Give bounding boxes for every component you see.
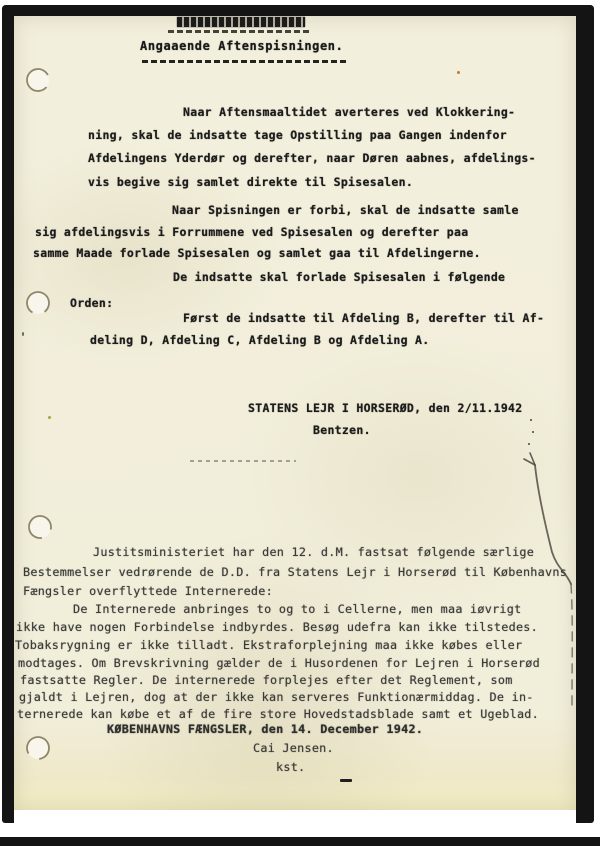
typewritten-line: samme Maade forlade Spisesalen og samlet gaa til Afdelingerne.: [33, 246, 481, 260]
dashed-rule: [168, 30, 310, 33]
heading-underline: [142, 60, 346, 63]
hole-punch: [23, 733, 53, 763]
signature-title: kst.: [276, 760, 306, 774]
typewritten-line: Orden:: [70, 296, 114, 310]
signature-place-date: STATENS LEJR I HORSERØD, den 2/11.1942: [248, 401, 523, 415]
paper-speck: [22, 332, 24, 336]
paper-speck: [457, 71, 460, 74]
photo-border-left: [2, 5, 14, 823]
signature-place-date: KØBENHAVNS FÆNGSLER, den 14. December 1942.: [107, 722, 424, 736]
photo-border-right: [576, 5, 594, 823]
typewritten-line: Bestemmelser vedrørende de D.D. fra Statens Lejr i Horserød til Københavns: [23, 565, 568, 579]
typewritten-line: vis begive sig samlet direkte til Spisesalen.: [88, 175, 414, 189]
typewritten-line: sig afdelingsvis i Forrummene ved Spisesalen og derefter paa: [35, 225, 469, 239]
typewritten-line: deling D, Afdeling C, Afdeling B og Afdeling A.: [90, 333, 430, 347]
typewritten-line: ikke have nogen Forbindelse indbyrdes. Besøg udefra kan ikke tilstedes.: [16, 620, 539, 634]
typewritten-line: gjaldt i Lejren, dog at der ikke kan serveres Funktionærmiddag. De in-: [19, 690, 534, 704]
document-page: [14, 16, 576, 810]
overstruck-text-mark: [177, 17, 305, 27]
photo-border-bottom: [0, 837, 600, 846]
typewritten-line: Justitsministeriet har den 12. d.M. fastsat følgende særlige: [93, 545, 535, 559]
paper-speck: [48, 416, 51, 419]
typewritten-line: Afdelingens Yderdør og derefter, naar Døren aabnes, afdelings-: [88, 151, 536, 165]
typewritten-line: Fængsler overflyttede Internerede:: [23, 584, 273, 598]
typewritten-line: De Internerede anbringes to og to i Cellerne, men maa iøvrigt: [73, 602, 522, 616]
photo-border-top: [2, 5, 594, 16]
typewritten-line: Naar Spisningen er forbi, skal de indsatte samle: [172, 203, 519, 217]
document-title: Angaaende Aftenspisningen.: [140, 39, 344, 53]
typewritten-line: Naar Aftensmaaltidet averteres ved Klokkering-: [183, 105, 516, 119]
hole-punch: [23, 288, 53, 318]
stray-dash-mark: [340, 779, 352, 782]
hole-punch: [27, 514, 52, 539]
typewritten-line: Først de indsatte til Afdeling B, derefter til Af-: [183, 311, 545, 325]
typewritten-line: ternerede kan købe et af de fire store Hovedstadsblade samt et Ugeblad.: [17, 707, 540, 721]
typewritten-line: modtages. Om Brevskrivning gælder de i Husordenen for Lejren i Horserød: [18, 656, 541, 670]
signature-name: Cai Jensen.: [253, 741, 334, 755]
faint-dash-mark: [190, 460, 296, 462]
typewritten-line: fastsatte Regler. De internerede forplejes efter det Reglement, som: [20, 673, 513, 687]
typewritten-line: Tobaksrygning er ikke tilladt. Ekstraforplejning maa ikke købes eller: [15, 638, 523, 652]
typewritten-line: ning, skal de indsatte tage Opstilling paa Gangen indenfor: [88, 128, 507, 142]
hole-punch: [23, 65, 54, 96]
signature-name: Bentzen.: [313, 423, 371, 437]
typewritten-line: De indsatte skal forlade Spisesalen i følgende: [173, 270, 506, 284]
